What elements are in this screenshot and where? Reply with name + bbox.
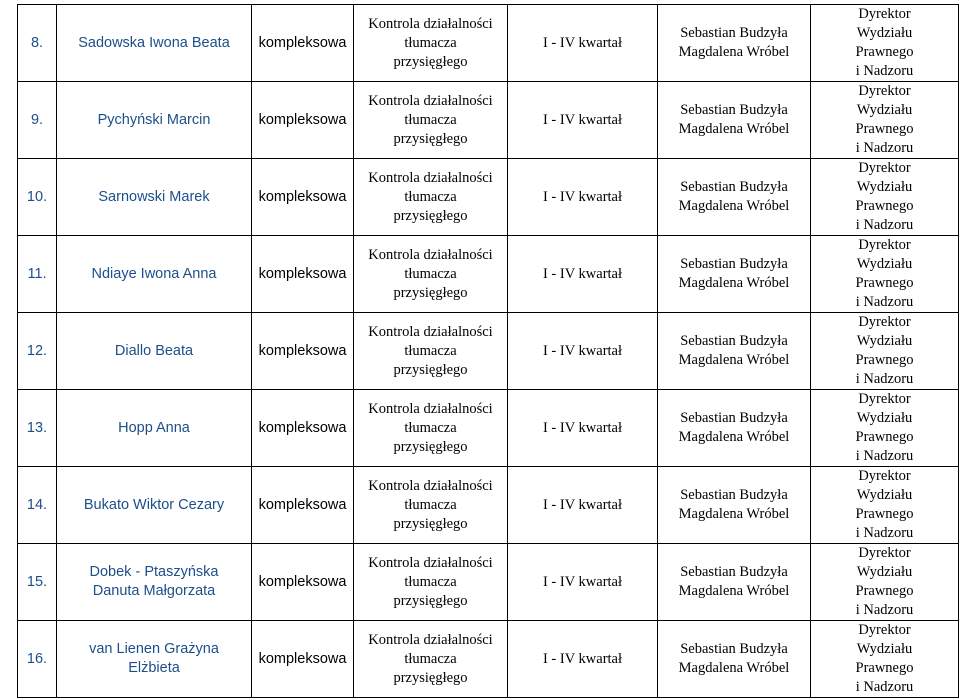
row-number-cell: 8. [18,5,57,82]
row-number-cell: 16. [18,621,57,698]
translator-name-cell: Pychyński Marcin [57,82,252,159]
inspectors-cell: Sebastian Budzyła Magdalena Wróbel [658,313,811,390]
inspection-subject-cell: Kontrola działalności tłumacza przysięgłego [354,82,508,159]
inspection-subject-cell: Kontrola działalności tłumacza przysięgłego [354,313,508,390]
inspection-period-cell: I - IV kwartał [508,467,658,544]
inspection-subject-cell: Kontrola działalności tłumacza przysięgłego [354,621,508,698]
table-row [18,82,959,159]
approving-authority-cell: Dyrektor Wydziału Prawnego i Nadzoru [811,621,959,698]
inspection-type-cell: kompleksowa [252,621,354,698]
approving-authority-cell: Dyrektor Wydziału Prawnego i Nadzoru [811,467,959,544]
inspection-period-cell: I - IV kwartał [508,544,658,621]
row-number-cell: 9. [18,82,57,159]
approving-authority-cell: Dyrektor Wydziału Prawnego i Nadzoru [811,159,959,236]
inspection-type-cell: kompleksowa [252,313,354,390]
translator-name-cell: Sadowska Iwona Beata [57,5,252,82]
row-number-cell: 10. [18,159,57,236]
inspection-type-cell: kompleksowa [252,544,354,621]
translator-name-cell: Sarnowski Marek [57,159,252,236]
inspection-subject-cell: Kontrola działalności tłumacza przysięgłego [354,236,508,313]
inspection-subject-cell: Kontrola działalności tłumacza przysięgłego [354,467,508,544]
inspectors-cell: Sebastian Budzyła Magdalena Wróbel [658,236,811,313]
inspectors-cell: Sebastian Budzyła Magdalena Wróbel [658,390,811,467]
table-row [18,544,959,621]
approving-authority-cell: Dyrektor Wydziału Prawnego i Nadzoru [811,544,959,621]
inspectors-cell: Sebastian Budzyła Magdalena Wróbel [658,467,811,544]
table-row [18,467,959,544]
inspection-subject-cell: Kontrola działalności tłumacza przysięgłego [354,5,508,82]
inspection-period-cell: I - IV kwartał [508,159,658,236]
row-number-cell: 14. [18,467,57,544]
inspection-type-cell: kompleksowa [252,82,354,159]
inspection-type-cell: kompleksowa [252,5,354,82]
inspection-type-cell: kompleksowa [252,159,354,236]
inspection-period-cell: I - IV kwartał [508,621,658,698]
approving-authority-cell: Dyrektor Wydziału Prawnego i Nadzoru [811,82,959,159]
inspectors-cell: Sebastian Budzyła Magdalena Wróbel [658,82,811,159]
translator-name-cell: Dobek - Ptaszyńska Danuta Małgorzata [57,544,252,621]
table-row [18,159,959,236]
table-row [18,390,959,467]
translator-name-cell: Ndiaye Iwona Anna [57,236,252,313]
inspectors-cell: Sebastian Budzyła Magdalena Wróbel [658,544,811,621]
inspection-type-cell: kompleksowa [252,467,354,544]
translator-name-cell: van Lienen Grażyna Elżbieta [57,621,252,698]
row-number-cell: 13. [18,390,57,467]
approving-authority-cell: Dyrektor Wydziału Prawnego i Nadzoru [811,390,959,467]
table-body [18,5,959,698]
translator-name-cell: Hopp Anna [57,390,252,467]
inspection-plan-table [17,4,959,698]
inspectors-cell: Sebastian Budzyła Magdalena Wróbel [658,159,811,236]
table-row [18,236,959,313]
inspection-subject-cell: Kontrola działalności tłumacza przysięgłego [354,544,508,621]
inspection-type-cell: kompleksowa [252,236,354,313]
inspectors-cell: Sebastian Budzyła Magdalena Wróbel [658,5,811,82]
inspection-subject-cell: Kontrola działalności tłumacza przysięgłego [354,159,508,236]
inspection-period-cell: I - IV kwartał [508,313,658,390]
row-number-cell: 11. [18,236,57,313]
approving-authority-cell: Dyrektor Wydziału Prawnego i Nadzoru [811,5,959,82]
approving-authority-cell: Dyrektor Wydziału Prawnego i Nadzoru [811,313,959,390]
row-number-cell: 15. [18,544,57,621]
inspection-type-cell: kompleksowa [252,390,354,467]
inspection-period-cell: I - IV kwartał [508,82,658,159]
inspection-subject-cell: Kontrola działalności tłumacza przysięgłego [354,390,508,467]
inspectors-cell: Sebastian Budzyła Magdalena Wróbel [658,621,811,698]
table-row [18,5,959,82]
translator-name-cell: Bukato Wiktor Cezary [57,467,252,544]
inspection-period-cell: I - IV kwartał [508,236,658,313]
inspection-period-cell: I - IV kwartał [508,5,658,82]
table-row [18,313,959,390]
row-number-cell: 12. [18,313,57,390]
translator-name-cell: Diallo Beata [57,313,252,390]
approving-authority-cell: Dyrektor Wydziału Prawnego i Nadzoru [811,236,959,313]
table-row [18,621,959,698]
inspection-period-cell: I - IV kwartał [508,390,658,467]
